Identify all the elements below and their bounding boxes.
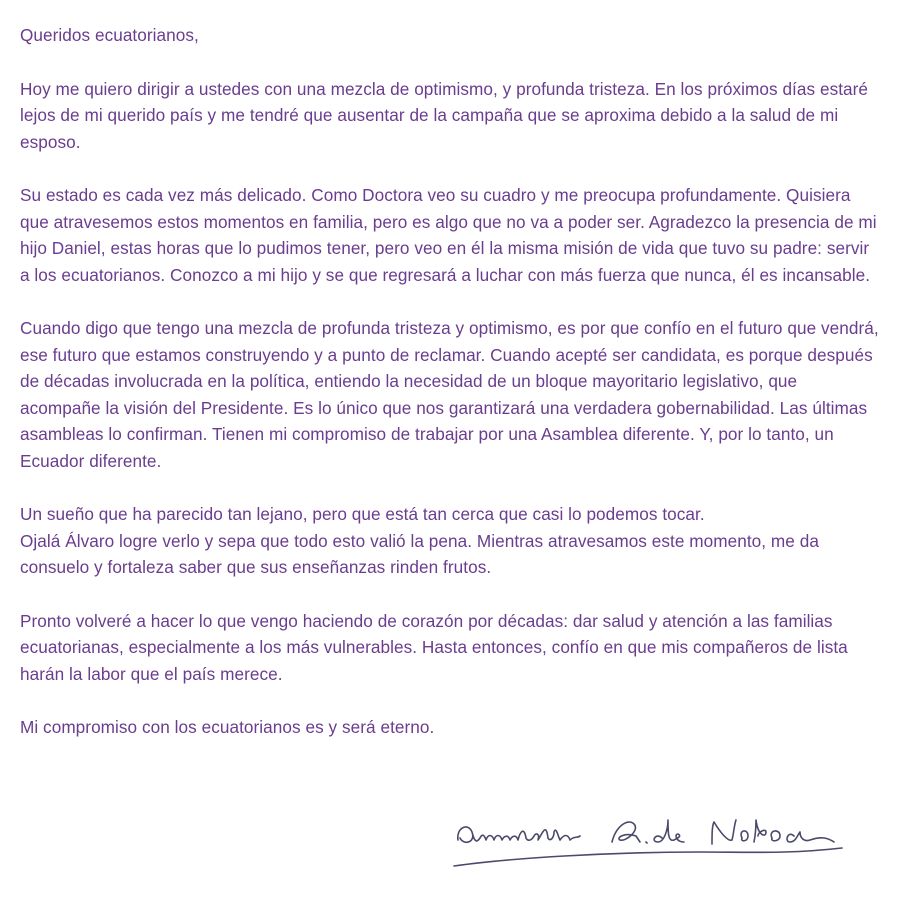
letter-paragraph-4: Un sueño que ha parecido tan lejano, pero que está tan cerca que casi lo podemos tocar. Ojalá Álvaro logre verlo y sepa que todo esto valió la pena. Mientras atravesamos este momento, me da consuelo y fortaleza saber que sus enseñanzas rinden frutos. <box>20 504 819 577</box>
handwritten-signature <box>450 808 850 888</box>
letter-paragraph-2: Su estado es cada vez más delicado. Como Doctora veo su cuadro y me preocupa profundamente. Quisiera que atravesemos estos momentos en familia, pero es algo que no va a poder ser. Agradezco la presencia de mi hijo Daniel, estas horas que lo pudimos tener, pero veo en él la misma misión de vida que tuvo su padre: servir a los ecuatorianos. Conozco a mi hijo y se que regresará a luchar con más fuerza que nunca, él es incansable. <box>20 185 877 285</box>
letter-greeting: Queridos ecuatorianos, <box>20 25 199 45</box>
signature-drawing <box>450 808 850 888</box>
letter-body <box>20 22 882 768</box>
letter-paragraph-5: Pronto volveré a hacer lo que vengo haciendo de corazón por décadas: dar salud y atención a las familias ecuatorianas, especialmente a los más vulnerables. Hasta entonces, confío en que mis compañeros de lista harán la labor que el país merece. <box>20 610 848 684</box>
letter-paragraph-3: Cuando digo que tengo una mezcla de profunda tristeza y optimismo, es por que confío en el futuro que vendrá, ese futuro que estamos construyendo y a punto de reclamar. Cuando acepté ser candidata, es porque después de décadas involucrada en la política, entiendo la necesidad de un bloque mayoritario legislativo, que acompañe la visión del Presidente. Es lo único que nos garantizará una verdadera gobernabilidad. Las últimas asambleas lo confirman. Tienen mi compromiso de trabajar por una Asamblea diferente. Y, por lo tanto, un Ecuador diferente. <box>20 318 879 471</box>
letter-paragraph-1: Hoy me quiero dirigir a ustedes con una mezcla de optimismo, y profunda tristeza. En los próximos días estaré lejos de mi querido país y me tendré que ausentar de la campaña que se aproxima debido a la salud de mi esposo. <box>20 78 869 152</box>
letter-closing: Mi compromiso con los ecuatorianos es y será eterno. <box>20 717 435 737</box>
signature-strokes <box>454 820 842 866</box>
